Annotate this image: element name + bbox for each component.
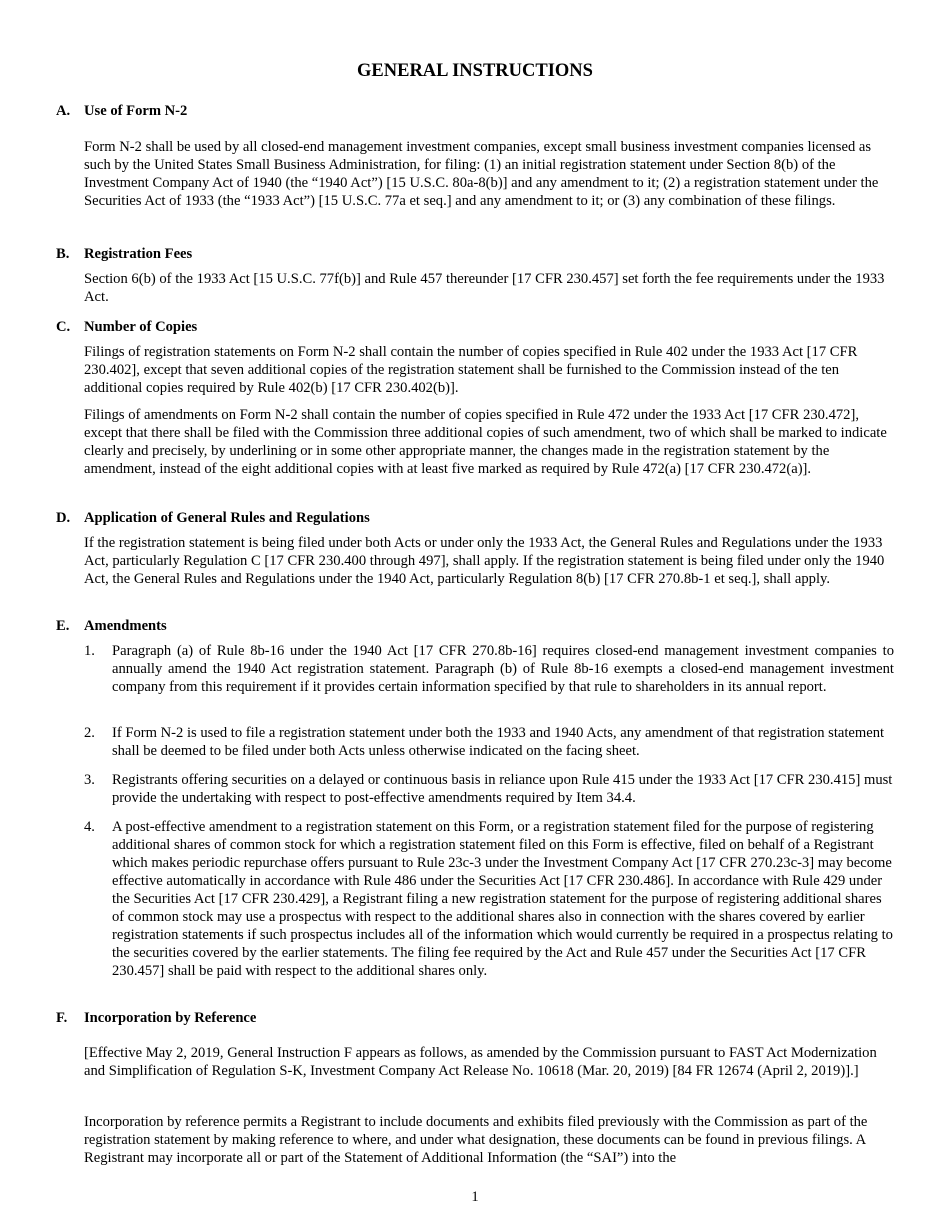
page-title: GENERAL INSTRUCTIONS [357, 61, 593, 81]
section-f-letter: F. [56, 1010, 68, 1026]
amendment-item-2-text: If Form N-2 is used to file a registration statement under both the 1933 and 1940 Acts, any amendment of that registration statement shall be deemed to be filed under both Acts unless otherwise indicated on the facing sheet. [112, 725, 885, 759]
section-b-heading [56, 245, 192, 263]
section-d-heading [56, 509, 370, 527]
amendment-item-4 [84, 818, 894, 980]
section-f-paragraph-2: Incorporation by reference permits a Registrant to include documents and exhibits filed previously with the Commission as part of the registration statement by making reference to where, and under what designation, these documents can be found in previous filings. A Registrant may incorporate all or part of the Statement of Additional Information (the “SAI”) into the [84, 1114, 868, 1166]
section-d-title: Application of General Rules and Regulations [84, 510, 370, 526]
amendment-item-3-text: Registrants offering securities on a delayed or continuous basis in reliance upon Rule 415 under the 1933 Act [17 CFR 230.415] must provide the undertaking with respect to post-effective amendments required by Item 34.4. [112, 772, 893, 806]
section-a-heading [56, 102, 187, 120]
section-e-letter: E. [56, 618, 70, 634]
section-b-letter: B. [56, 246, 70, 262]
section-c-paragraph-1: Filings of registration statements on Form N-2 shall contain the number of copies specified in Rule 402 under the 1933 Act [17 CFR 230.402], except that seven additional copies of the registration statement shall be furnished to the Commission instead of the ten additional copies required by Rule 402(b) [17 CFR 230.402(b)]. [84, 344, 858, 396]
amendment-item-4-number: 4. [84, 819, 95, 835]
section-e-heading [56, 617, 167, 635]
section-a-title: Use of Form N-2 [84, 103, 188, 119]
section-c-title: Number of Copies [84, 319, 198, 335]
amendment-item-3-number: 3. [84, 772, 95, 788]
section-a-paragraph: Form N-2 shall be used by all closed-end management investment companies, except small business investment companies licensed as such by the United States Small Business Administration, for filing: (1) an initial registration statement under Section 8(b) of the Investment Company Act of 1940 (the “1940 Act”) [15 U.S.C. 80a-8(b)] and any amendment to it; (2) a registration statement under the Securities Act of 1933 (the “1933 Act”) [15 U.S.C. 77a et seq.] and any amendment to it; or (3) any combination of these filings. [84, 139, 879, 209]
section-c-paragraph-2: Filings of amendments on Form N-2 shall contain the number of copies specified in Rule 472 under the 1933 Act [17 CFR 230.472], except that there shall be filed with the Commission three additional copies of such amendment, two of which shall be marked to indicate clearly and precisely, by underlining or in some other appropriate manner, the changes made in the registration statement by the amendment, instead of the eight additional copies with at least five marked as required by Rule 472(a) [17 CFR 230.472(a)]. [84, 407, 887, 477]
amendment-item-1-number: 1. [84, 643, 95, 659]
amendment-item-1 [84, 642, 894, 696]
amendment-item-2 [84, 724, 894, 760]
section-f-title: Incorporation by Reference [84, 1010, 257, 1026]
amendment-item-3 [84, 771, 894, 807]
section-c-heading [56, 318, 197, 336]
section-c-letter: C. [56, 319, 71, 335]
amendment-item-1-text: Paragraph (a) of Rule 8b-16 under the 1940 Act [17 CFR 270.8b-16] requires closed-end management investment companies to annually amend the 1940 Act registration statement. Paragraph (b) of Rule 8b-16 exempts a closed-end management investment company from this requirement if it provides certain information specified by that rule to shareholders in its annual report. [112, 643, 894, 695]
section-f-paragraph-1: [Effective May 2, 2019, General Instruction F appears as follows, as amended by the Commission pursuant to FAST Act Modernization and Simplification of Regulation S-K, Investment Company Act Release No. 10618 (Mar. 20, 2019) [84 FR 12674 (April 2, 2019)].] [84, 1045, 877, 1079]
section-d-paragraph: If the registration statement is being filed under both Acts or under only the 1933 Act, the General Rules and Regulations under the 1933 Act, particularly Regulation C [17 CFR 230.400 through 497], shall apply. If the registration statement is being filed under only the 1940 Act, the General Rules and Regulations under the 1940 Act, particularly Regulation 8(b) [17 CFR 270.8b-1 et seq.], shall apply. [84, 535, 885, 587]
section-f-heading [56, 1009, 256, 1027]
section-a-letter: A. [56, 103, 71, 119]
page-number: 1 [471, 1189, 479, 1205]
amendment-item-2-number: 2. [84, 725, 95, 741]
amendment-item-4-text: A post-effective amendment to a registration statement on this Form, or a registration statement filed for the purpose of registering additional shares of common stock for which a registration statement filed on this Form is effective, filed on behalf of a Registrant which makes periodic repurchase offers pursuant to Rule 23c-3 under the Investment Company Act [17 CFR 270.23c-3] may become effective automatically in accordance with Rule 486 under the Securities Act [17 CFR 230.486]. In accordance with Rule 429 under the Securities Act [17 CFR 230.429], a Registrant filing a new registration statement for the purpose of registering additional shares of common stock may use a prospectus with respect to the additional shares also in connection with the shares covered by earlier registration statements if such prospectus includes all of the information which would currently be required in a prospectus relating to the securities covered by the earlier statements. The filing fee required by the Act and Rule 457 under the Securities Act [17 CFR 230.457] shall be paid with respect to the additional shares only. [112, 819, 893, 979]
section-b-title: Registration Fees [84, 246, 193, 262]
section-e-title: Amendments [84, 618, 167, 634]
section-b-paragraph: Section 6(b) of the 1933 Act [15 U.S.C. 77f(b)] and Rule 457 thereunder [17 CFR 230.457] set forth the fee requirements under the 1933 Act. [84, 271, 885, 305]
section-d-letter: D. [56, 510, 71, 526]
